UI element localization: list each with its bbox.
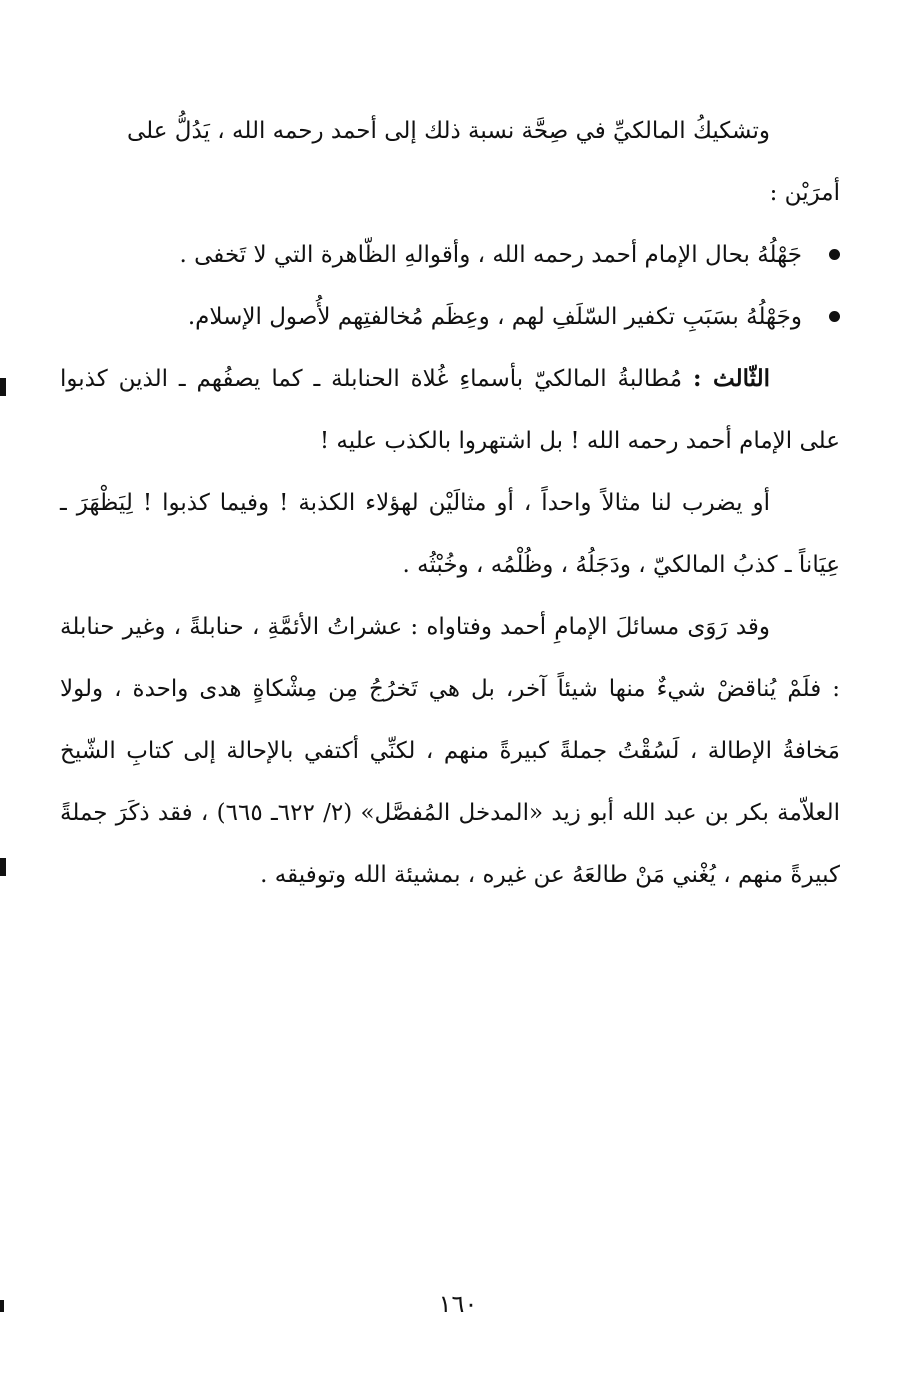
page-number: ١٦٠	[438, 1290, 478, 1318]
bullet-text: جَهْلُهُ بحال الإمام أحمد رحمه الله ، وأقوالهِ الظّاهرة التي لا تَخفى .	[179, 242, 802, 268]
body-text	[60, 100, 840, 906]
bullet-icon	[829, 249, 840, 260]
bullet-icon	[829, 311, 840, 322]
paragraph: أو يضرب لنا مثالاً واحداً ، أو مثالَيْن لهؤلاء الكذبة ! وفيما كذبوا ! لِيَظْهَرَ ـ عِيَاناً ـ كذبُ المالكيّ ، ودَجَلُهُ ، وظُلْمُه ، وخُبْثُه .	[60, 490, 840, 578]
bullet-item	[60, 224, 840, 286]
third-point-heading: الثّالث :	[692, 365, 770, 392]
opening-line-continuation: أمرَيْن :	[769, 180, 840, 206]
opening-line: وتشكيكُ المالكيِّ في صِحَّة نسبة ذلك إلى أحمد رحمه الله ، يَدُلُّ على	[126, 118, 770, 144]
bullet-item	[60, 286, 840, 348]
paragraph: وقد رَوَى مسائلَ الإمامِ أحمد وفتاواه : عشراتُ الأئمَّةِ ، حنابلةً ، وغير حنابلة : فلَمْ يُناقضْ شيءٌ منها شيئاً آخر، بل هي تَخرُجُ مِن مِشْكاةٍ هدى واحدة ، ولولا مَخافةُ الإطالة ، لَسُقْتُ جملةً كبيرةً منهم ، لكنِّي أكتفي بالإحالة إلى كتابِ الشّيخ العلاّمة بكر بن عبد الله أبو زيد «المدخل المُفصَّل» (٢/ ٦٢٢ـ ٦٦٥) ، فقد ذكَرَ جملةً كبيرةً منهم ، يُغْني مَنْ طالعَهُ عن غيره ، بمشيئة الله وتوفيقه .	[60, 614, 841, 888]
margin-mark	[0, 858, 6, 876]
margin-mark	[0, 378, 6, 396]
third-point-text: مُطالبةُ المالكيّ بأسماءِ غُلاة الحنابلة ـ كما يصفُهم ـ الذين كذبوا على الإمام أحمد رحمه الله ! بل اشتهروا بالكذب عليه !	[60, 366, 840, 454]
third-point-paragraph	[60, 348, 840, 472]
bullet-text: وجَهْلُهُ بسَبَبِ تكفير السّلَفِ لهم ، وعِظَم مُخالفتِهم لأُصول الإسلام.	[187, 304, 802, 330]
